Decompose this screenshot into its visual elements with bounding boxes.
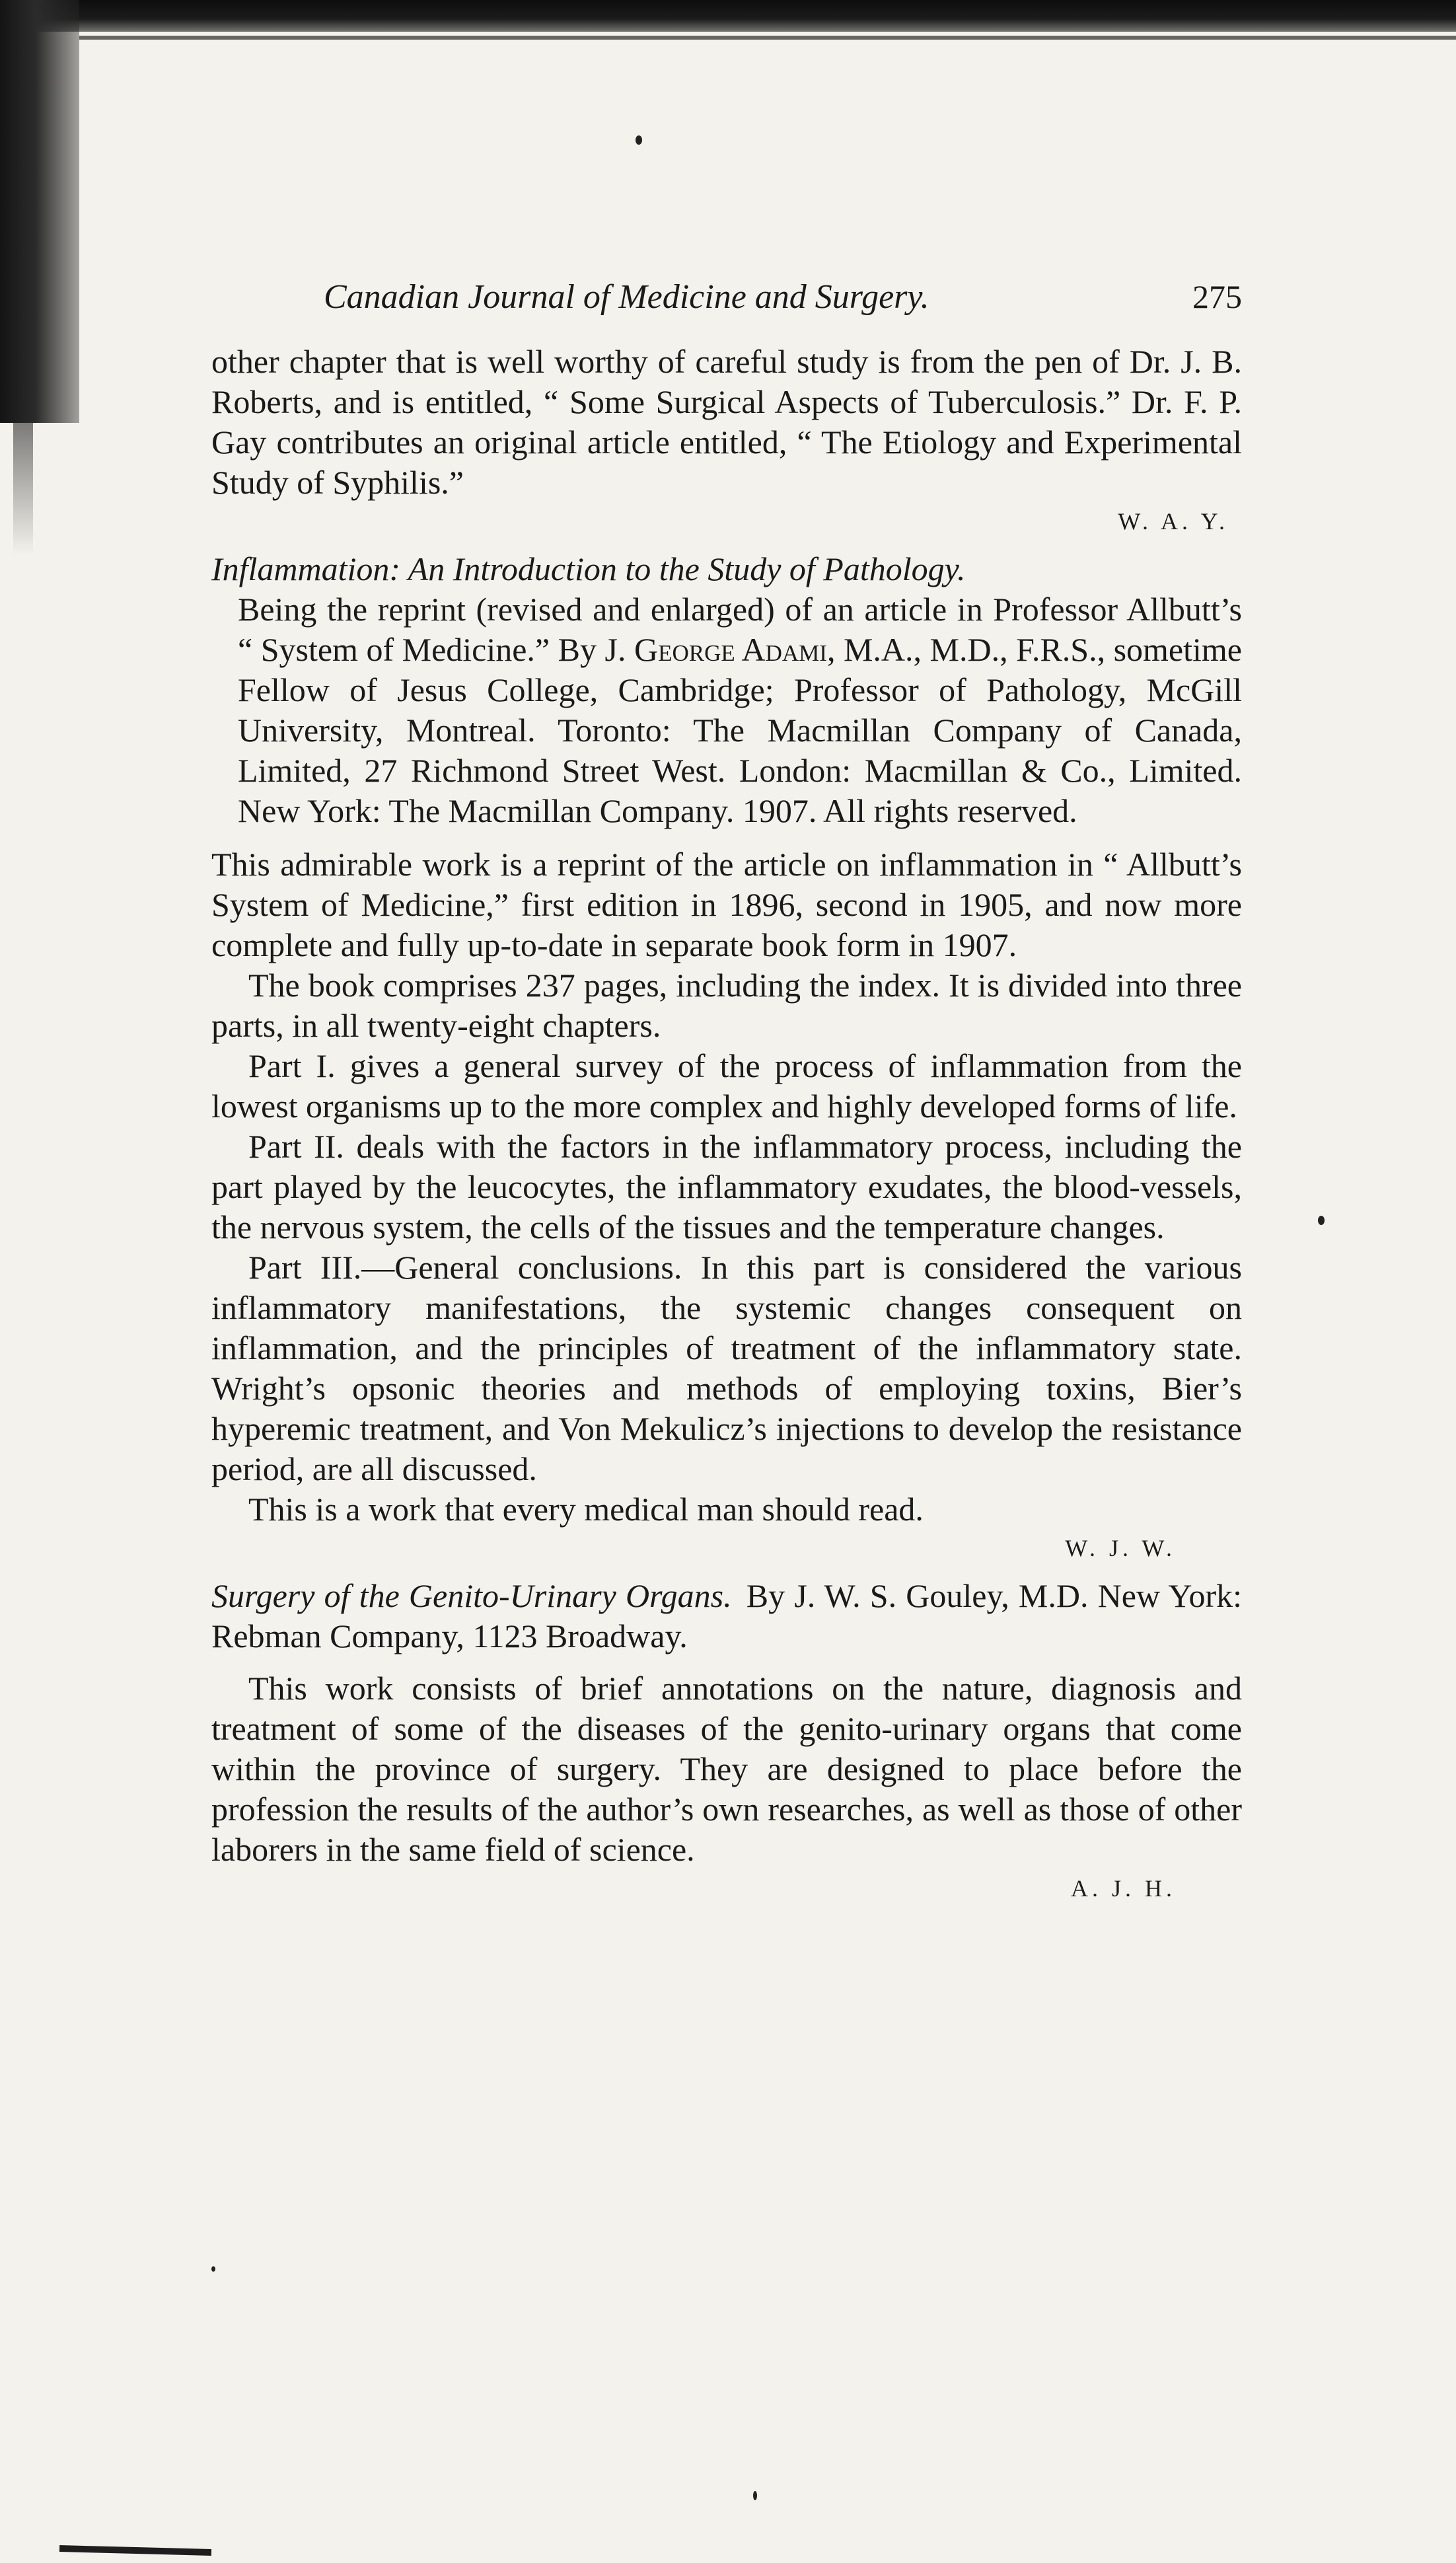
journal-title: Canadian Journal of Medicine and Surgery. — [324, 278, 929, 316]
reviewer-initials: A. J. H. — [1070, 1875, 1176, 1902]
scan-edge-top-line — [79, 36, 1456, 40]
scan-edge-top — [26, 0, 1456, 32]
article-body — [211, 342, 1242, 1907]
review-paragraph: This admirable work is a reprint of the article on inflammation in “ Allbutt’s System of Medicine,” first edition in 1896, second in 1905, and now more complete and fully up-to-date in separate book form in 1907. — [211, 846, 1242, 963]
ink-speck — [1318, 1216, 1325, 1225]
review-citation-genito-urinary — [211, 1576, 1242, 1656]
ink-speck — [211, 2266, 215, 2272]
review-inflammation — [211, 844, 1242, 1530]
book-title: Inflammation: An Introduction to the Study of Pathology. — [211, 550, 966, 587]
review-citation-inflammation — [211, 549, 1242, 831]
review-paragraph: Part II. deals with the factors in the inflammatory process, including the part played by the leucocytes, the inflammatory exudates, the blood-vessels, the nervous system, the cells of the tissues and the temperature changes. — [211, 1128, 1242, 1245]
ink-speck — [753, 2491, 757, 2500]
opening-paragraph: other chapter that is well worthy of careful study is from the pen of Dr. J. B. Roberts, and is entitled, “ Some Surgical Aspects of Tuberculosis.” Dr. F. P. Gay contributes an original article entitled, “ The Etiology and Experimental Study of Syphilis.” — [211, 343, 1242, 501]
citation-details: Being the reprint (revised and enlarged) of an article in Professor Allbutt’s “ System of Medicine.” By J. George Adami, M.A., M.D., F.R.S., sometime Fellow of Jesus College, Cambridge; Professor of Pathology, McGill University, Montreal. Toronto: The Macmillan Company of Canada, Limited, 27 Richmond Street West. London: Macmillan & Co., Limited. New York: The Macmillan Company. 1907. All rights reserved. — [238, 591, 1242, 829]
reviewer-initials: W. A. Y. — [1118, 508, 1229, 535]
scan-mark-bottom — [59, 2545, 211, 2556]
review-genito-urinary — [211, 1668, 1242, 1870]
running-header — [211, 278, 1242, 316]
scan-edge-left-fade — [13, 423, 33, 555]
author-name: George Adami — [634, 631, 827, 668]
page — [211, 278, 1242, 1907]
review-paragraph: This work consists of brief annotations on the nature, diagnosis and treatment of some of the diseases of the genito-urinary organs that come within the province of surgery. They are designed to place before the profession the results of the author’s own researches, as well as those of other laborers in the same field of science. — [211, 1670, 1242, 1868]
review-paragraph: The book comprises 237 pages, including the index. It is divided into three parts, in all twenty-eight chapters. — [211, 967, 1242, 1044]
review-paragraph: Part I. gives a general survey of the process of inflammation from the lowest organisms up to the more complex and highly developed forms of life. — [211, 1047, 1242, 1125]
reviewer-initials: W. J. W. — [1065, 1535, 1176, 1561]
book-title: Surgery of the Genito-Urinary Organs. — [211, 1577, 732, 1614]
ink-speck — [636, 135, 642, 145]
review-paragraph: Part III.—General conclusions. In this part is considered the various inflammatory manifestations, the systemic changes consequent on inflammation, and the principles of treatment of the inflammatory state. Wright’s opsonic theories and methods of employing toxins, Bier’s hyperemic treatment, and Von Mekulicz’s injections to develop the resistance period, are all discussed. — [211, 1249, 1242, 1487]
scan-edge-left — [0, 0, 79, 423]
page-number: 275 — [1192, 278, 1242, 315]
review-paragraph: This is a work that every medical man should read. — [248, 1491, 924, 1528]
citation-details: By J. W. S. Gouley, M.D. New York: Rebman Company, 1123 Broadway. — [211, 1577, 1243, 1654]
